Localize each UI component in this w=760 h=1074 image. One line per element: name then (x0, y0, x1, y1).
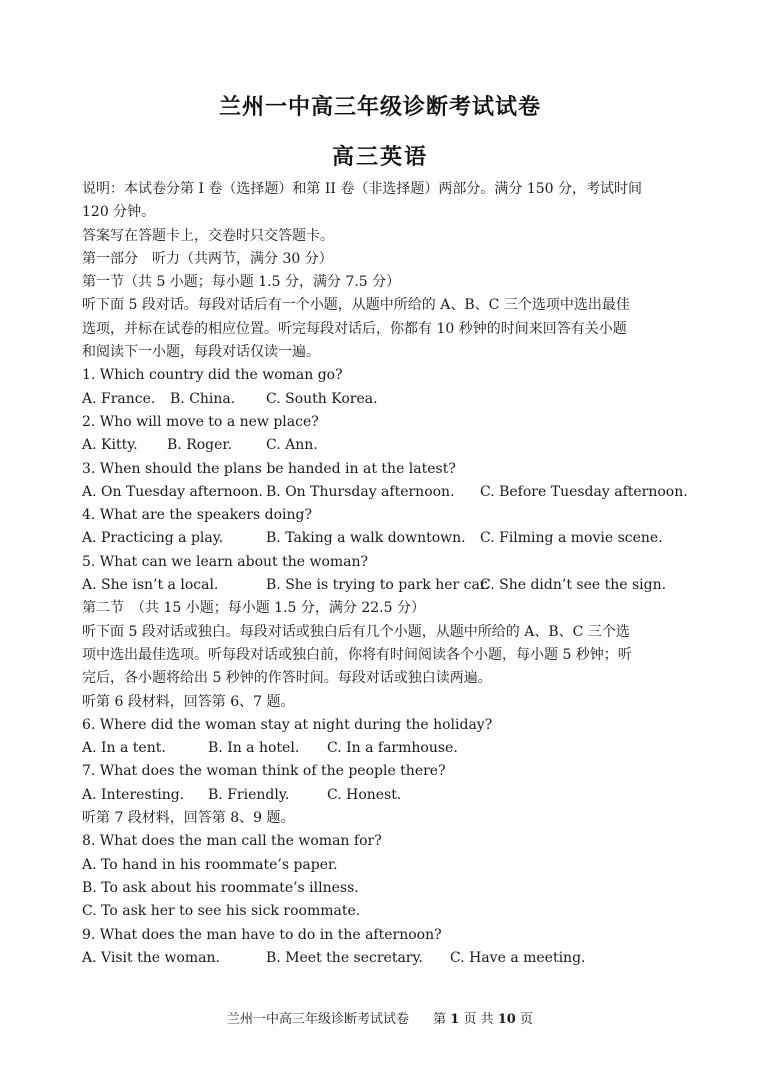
option-a: A. Interesting. (82, 786, 185, 803)
question-text: 3. When should the plans be handed in at the latest? (82, 460, 456, 477)
option-b: B. She is trying to park her car. (266, 577, 490, 594)
option-b: B. Taking a walk downtown. (266, 530, 466, 547)
section-heading: 第一节（共 5 小题；每小题 1.5 分，满分 7.5 分） (82, 274, 401, 291)
page-total: 10 (497, 1012, 516, 1027)
option-c: C. Honest. (327, 786, 402, 803)
option-c: C. She didn’t see the sign. (480, 577, 667, 594)
option-c: C. Have a meeting. (450, 949, 586, 966)
answer-options (82, 737, 682, 760)
option-b: B. In a hotel. (208, 740, 300, 757)
exam-body (82, 178, 688, 970)
material-note: 听第 6 段材料，回答第 6、7 题。 (82, 693, 295, 710)
footer-exam-name: 兰州一中高三年级诊断考试试卷 (226, 1012, 409, 1027)
answer-options (82, 574, 682, 597)
section-instructions: 选项，并标在试卷的相应位置。听完每段对话后，你都有 10 秒钟的时间来回答有关小题 (82, 320, 627, 337)
page-indicator (433, 1012, 533, 1027)
option-a: A. In a tent. (82, 740, 166, 757)
option-a: A. Visit the woman. (82, 949, 220, 966)
intro-line: 120 分钟。 (82, 204, 156, 221)
part-heading: 第一部分 听力（共两节，满分 30 分） (82, 250, 333, 267)
exam-subtitle: 高三英语 (331, 145, 428, 170)
option-b: B. Friendly. (208, 786, 290, 803)
question-text: 6. Where did the woman stay at night during the holiday? (82, 716, 493, 733)
section-instructions: 听下面 5 段对话或独白。每段对话或独白后有几个小题，从题中所给的 A、B、C 三个选 (82, 623, 630, 640)
page-number: 1 (450, 1012, 460, 1027)
option-c: C. Ann. (266, 437, 318, 454)
option-c: C. In a farmhouse. (327, 740, 458, 757)
material-note: 听第 7 段材料，回答第 8、9 题。 (82, 810, 295, 827)
answer-options (82, 481, 688, 504)
question-text: 8. What does the man call the woman for? (82, 833, 382, 850)
option-a: A. France. (82, 390, 156, 407)
answer-options (82, 434, 682, 457)
section-instructions: 完后，各小题将给出 5 秒钟的作答时间。每段对话或独白读两遍。 (82, 670, 492, 687)
page-mid: 页 共 (463, 1012, 494, 1027)
answer-options (82, 388, 682, 411)
answer-options (82, 947, 682, 970)
question-text: 5. What can we learn about the woman? (82, 553, 369, 570)
exam-title: 兰州一中高三年级诊断考试试卷 (218, 95, 541, 120)
intro-line: 说明：本试卷分第 I 卷（选择题）和第 II 卷（非选择题）两部分。满分 150 分，考试时间 (82, 181, 643, 197)
option-c: C. Filming a movie scene. (480, 530, 663, 547)
question-text: 9. What does the man have to do in the afternoon? (82, 926, 442, 943)
intro-line: 答案写在答题卡上，交卷时只交答题卡。 (82, 227, 334, 244)
option-c: C. Before Tuesday afternoon. (480, 483, 688, 500)
option-c: C. South Korea. (266, 390, 378, 407)
page-footer (0, 1008, 760, 1027)
section-instructions: 和阅读下一小题，每段对话仅读一遍。 (82, 344, 320, 361)
answer-options (82, 527, 682, 550)
question-text: 1. Which country did the woman go? (82, 367, 343, 384)
section-instructions: 听下面 5 段对话。每段对话后有一个小题，从题中所给的 A、B、C 三个选项中选出最佳 (82, 297, 630, 314)
option-b: B. To ask about his roommate’s illness. (82, 879, 359, 896)
answer-options (82, 784, 682, 807)
option-a: A. She isn’t a local. (82, 577, 219, 594)
option-b: B. On Thursday afternoon. (266, 483, 455, 500)
section-heading: 第二节 （共 15 小题；每小题 1.5 分，满分 22.5 分） (82, 600, 425, 617)
section-instructions: 项中选出最佳选项。听每段对话或独白前，你将有时间阅读各个小题，每小题 5 秒钟；听 (82, 646, 632, 663)
option-a: A. On Tuesday afternoon. (82, 483, 263, 500)
option-b: B. Meet the secretary. (266, 949, 424, 966)
question-text: 7. What does the woman think of the people there? (82, 763, 446, 780)
option-a: A. To hand in his roommate’s paper. (82, 856, 338, 873)
option-b: B. China. (170, 390, 236, 407)
option-a: A. Kitty. (82, 437, 138, 454)
question-text: 2. Who will move to a new place? (82, 413, 319, 430)
option-c: C. To ask her to see his sick roommate. (82, 903, 361, 920)
page-suffix: 页 (520, 1012, 534, 1027)
option-b: B. Roger. (167, 437, 233, 454)
page-prefix: 第 (433, 1012, 447, 1027)
question-text: 4. What are the speakers doing? (82, 507, 313, 524)
option-a: A. Practicing a play. (82, 530, 224, 547)
